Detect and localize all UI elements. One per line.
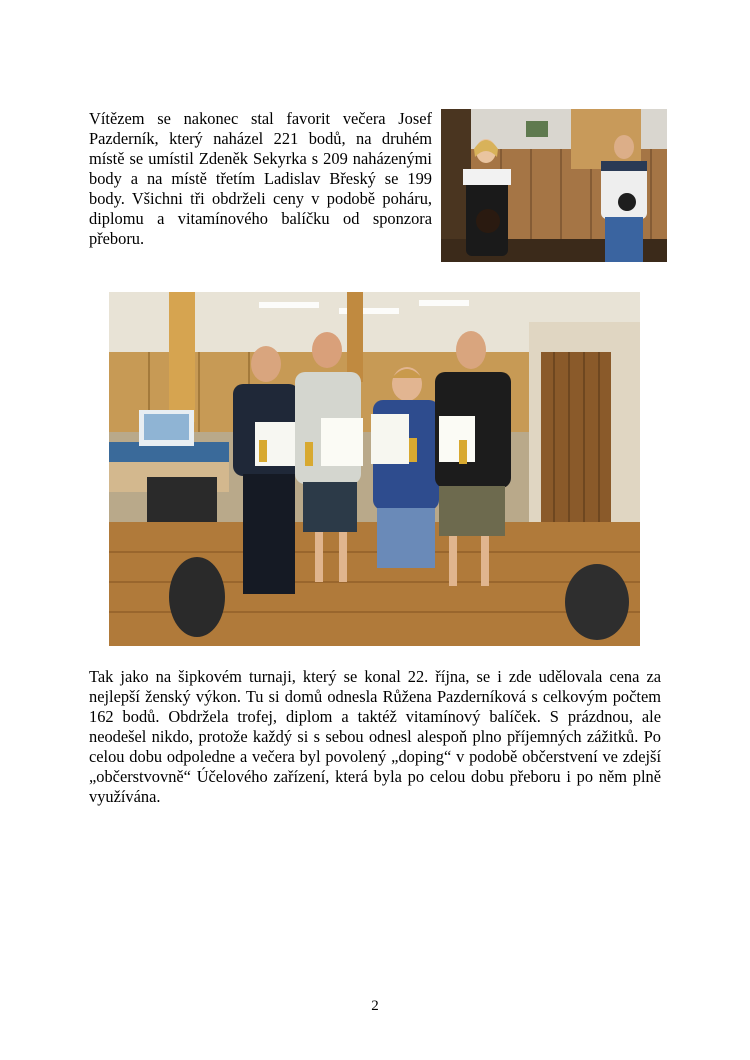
photo-winners-graphic: [109, 292, 640, 646]
page-number: 2: [371, 998, 379, 1014]
photo-bowlers-graphic: [441, 109, 667, 262]
photo-winners-group: [109, 292, 640, 646]
photo-bowlers: [441, 109, 667, 262]
paragraph-winners: Vítězem se nakonec stal favorit večera Josef Pazderník, který naházel 221 bodů, na druhém místě se umístil Zdeněk Sekyrka s 209 naházenými body a na místě třetím Ladislav Břeský se 199 body. Všichni tři obdrželi ceny v podobě poháru, diplomu a vitamínového balíčku od sponzora přeboru.: [89, 109, 432, 248]
paragraph-womens-prize: Tak jako na šipkovém turnaji, který se konal 22. října, se i zde udělovala cena za nejlepší ženský výkon. Tu si domů odnesla Růžena Pazderníková s celkovým počtem 162 bodů. Obdržela trofej, diplom a taktéž vitamínový balíček. S prázdnou, ale neodešel nikdo, protože každý si s sebou odnesl alespoň plno příjemných zážitků. Po celou dobu odpoledne a večera byl povolený „doping“ v podobě občerstvení ve zdejší „občerstvovně“ Účelového zařízení, která byla po celou dobu přeboru i po něm plně využívána.: [89, 667, 661, 806]
